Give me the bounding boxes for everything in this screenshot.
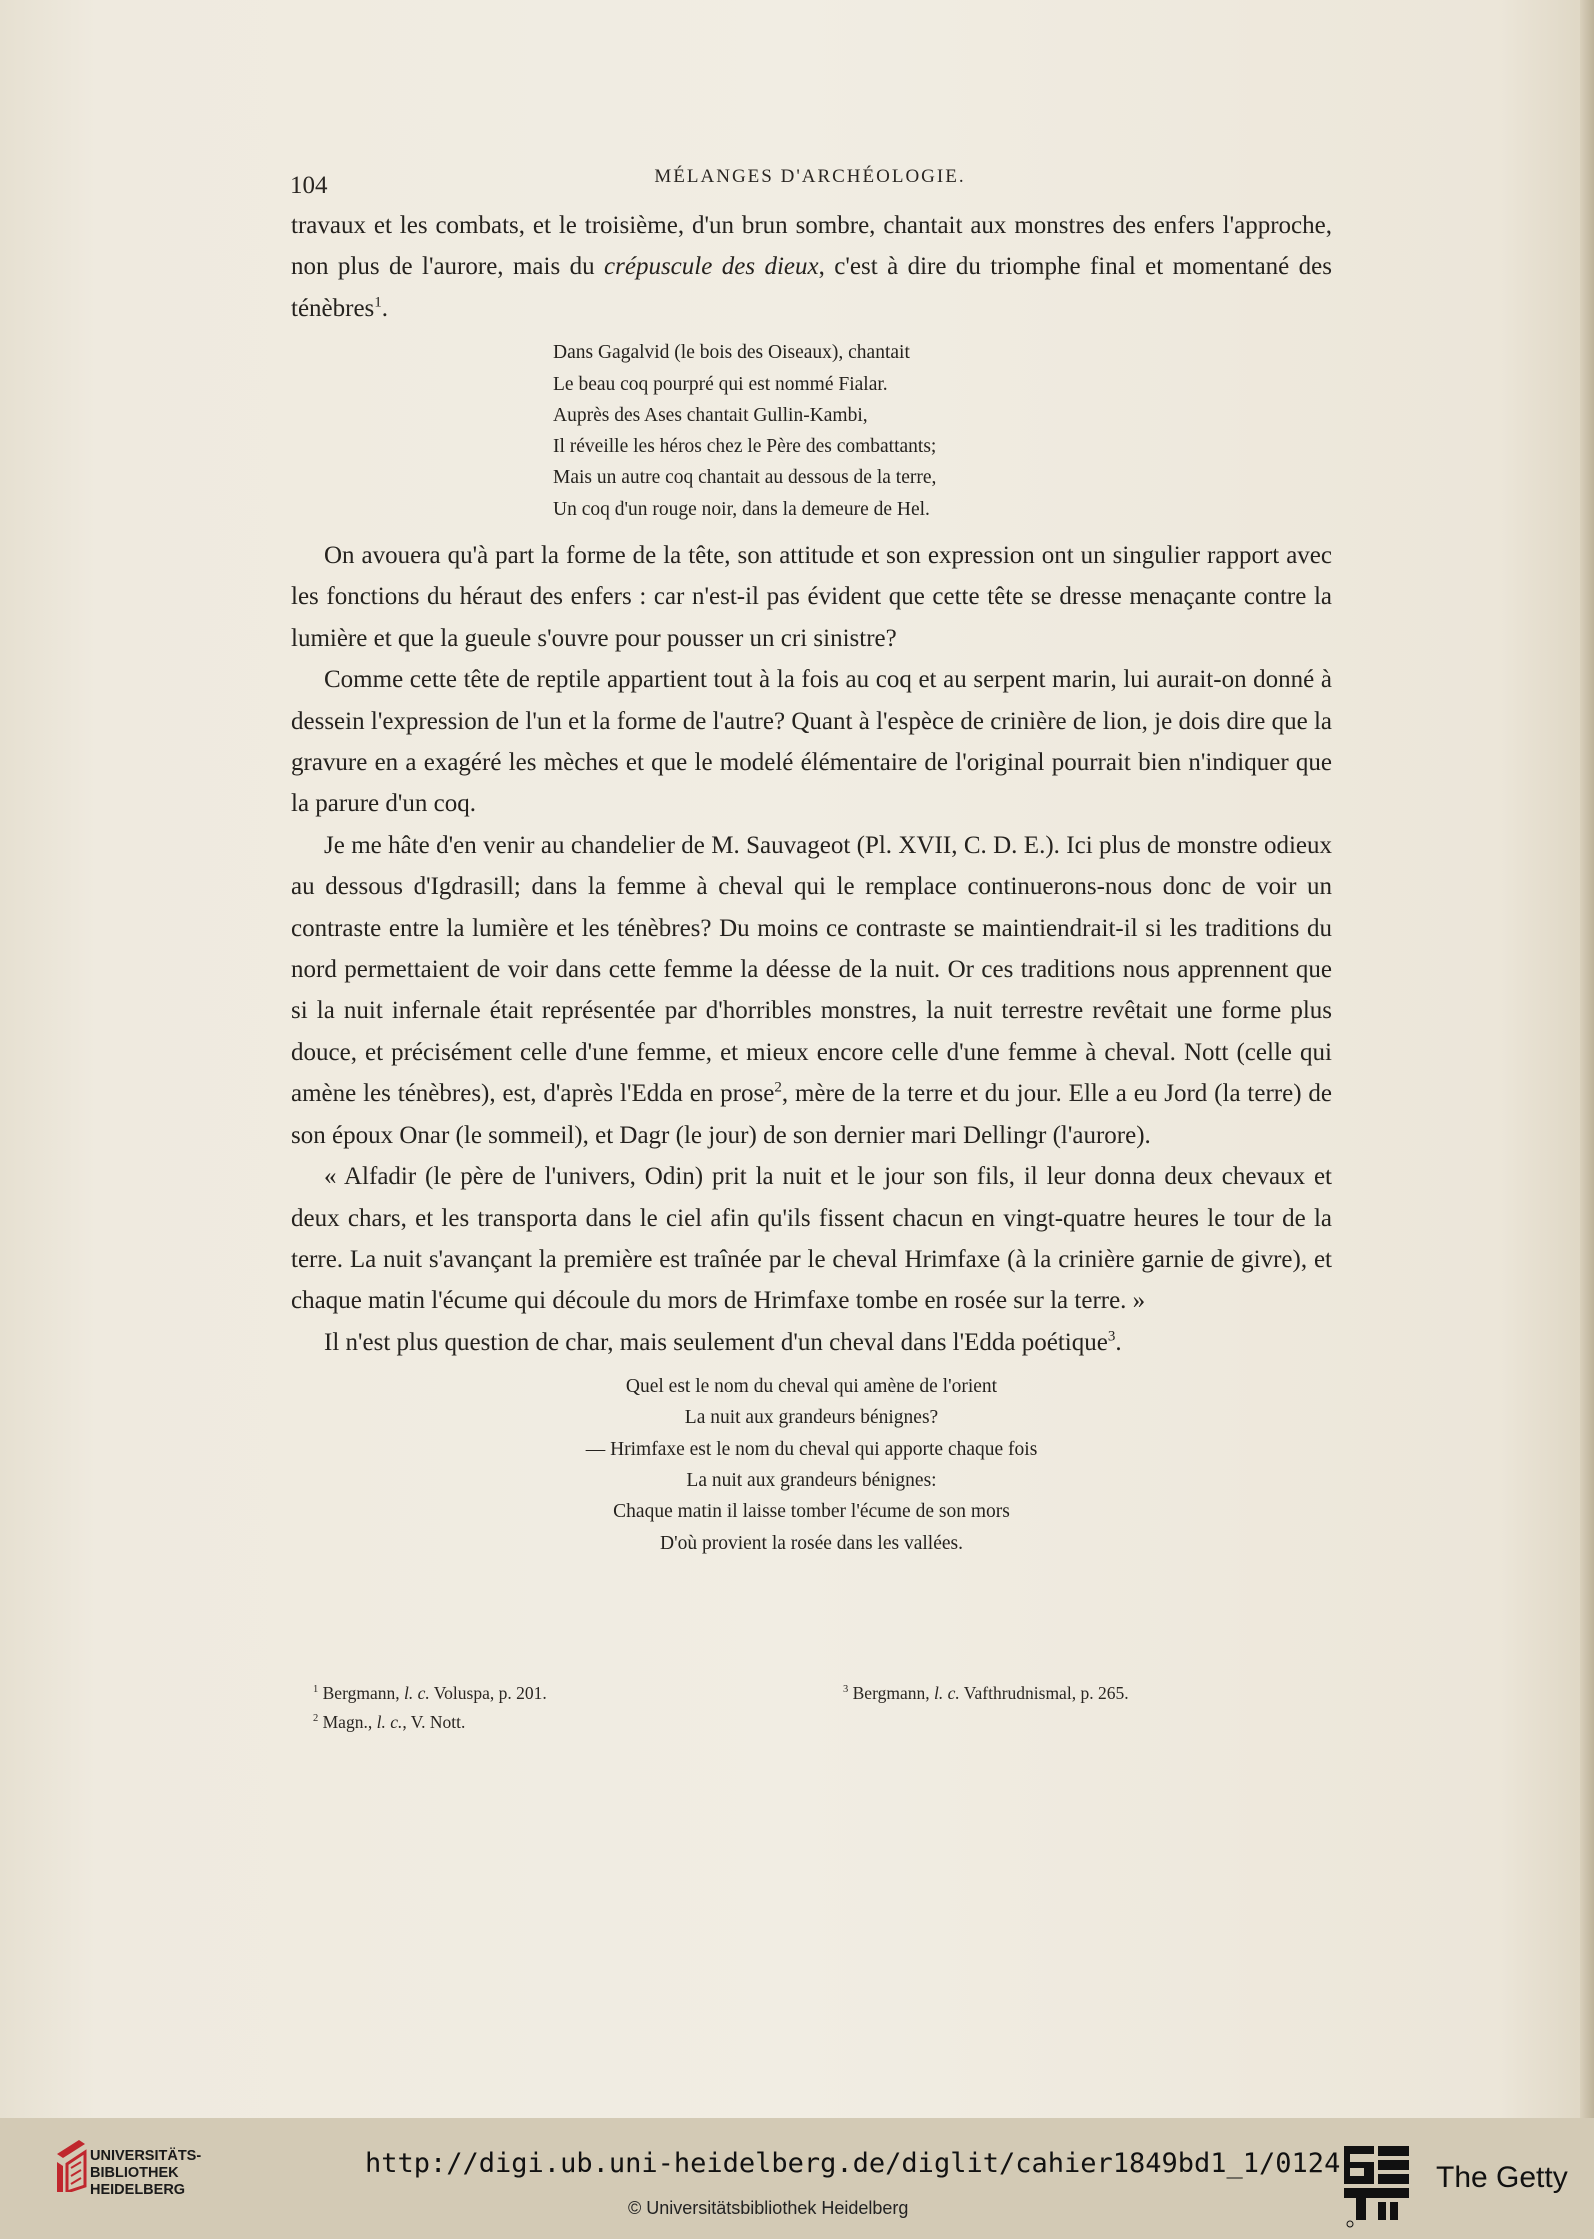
text-column bbox=[291, 205, 1332, 1563]
page-number: 104 bbox=[290, 172, 328, 199]
verse-line: D'où provient la rosée dans les vallées. bbox=[660, 1532, 963, 1554]
footnote-2 bbox=[313, 1708, 465, 1737]
paragraph-1 bbox=[291, 205, 1332, 329]
footnote-text: , V. Nott. bbox=[402, 1712, 466, 1732]
footnote-mark: 1 bbox=[313, 1684, 319, 1696]
footnote-text: Magn., bbox=[318, 1712, 377, 1732]
footnote-3 bbox=[843, 1679, 1129, 1708]
footnote-emphasis: l. c. bbox=[933, 1683, 960, 1703]
library-name-line: UNIVERSITÄTS- bbox=[90, 2148, 202, 2164]
footnote-text: Bergmann, bbox=[848, 1683, 934, 1703]
footnote-emphasis: l. c. bbox=[403, 1683, 430, 1703]
paragraph-6 bbox=[291, 1322, 1332, 1363]
verse-line: La nuit aux grandeurs bénignes? bbox=[684, 1407, 939, 1429]
paragraph-2: On avouera qu'à part la forme de la tête, son attitude et son expression ont un singulier rapport avec les fonctions du héraut des enfers : car n'est-il pas évident que cette tête se dresse menaçante contre la lumière et que la gueule s'ouvre pour pousser un cri sinistre? bbox=[291, 542, 1332, 652]
verse-block-1 bbox=[291, 329, 1332, 535]
footnote-1 bbox=[313, 1679, 547, 1708]
footnote-ref-3: 3 bbox=[1107, 1328, 1116, 1345]
verse-line: — Hrimfaxe est le nom du cheval qui apporte chaque fois bbox=[585, 1438, 1038, 1460]
paragraph-1-text: travaux et les combats, et le troisième, d'un brun sombre, chantait aux monstres des enfers l'approche, non plus de l'aurore, mais du bbox=[291, 212, 1332, 281]
paragraph-4 bbox=[291, 825, 1332, 1156]
library-name-line: HEIDELBERG bbox=[90, 2182, 186, 2198]
verse-block-2 bbox=[291, 1363, 1332, 1563]
partner-name[interactable]: The Getty bbox=[1436, 2161, 1568, 2194]
page-edge bbox=[1580, 0, 1594, 2118]
verse-line: Chaque matin il laisse tomber l'écume de son mors bbox=[613, 1501, 1010, 1523]
verse-line: La nuit aux grandeurs bénignes: bbox=[686, 1470, 937, 1492]
paragraph-3: Comme cette tête de reptile appartient tout à la fois au coq et au serpent marin, lui aurait-on donné à dessein l'expression de l'un et la forme de l'autre? Quant à l'espèce de crinière de lion, je dois dire que la gravure en a exagéré les mèches et que le modelé élémentaire de l'original pourrait bien n'indiquer que la parure d'un coq. bbox=[291, 666, 1332, 818]
paragraph-5: « Alfadir (le père de l'univers, Odin) prit la nuit et le jour son fils, il leur donna deux chevaux et deux chars, et les transporta dans le ciel afin qu'ils fissent chacun en vingt-quatre heures le tour de la terre. La nuit s'avançant la première est traînée par le cheval Hrimfaxe (à la crinière garnie de givre), et chaque matin l'écume qui découle du mors de Hrimfaxe tombe en rosée sur la terre. » bbox=[291, 1163, 1332, 1315]
paragraph-1-text-cont: , c'est à dire du triomphe final et momentané des ténèbres bbox=[291, 253, 1333, 322]
emphasis: crépuscule des dieux bbox=[604, 253, 819, 281]
footnote-mark: 3 bbox=[843, 1684, 849, 1696]
footnote-ref-2: 2 bbox=[774, 1079, 782, 1096]
verse-line: Il réveille les héros chez le Père des combattants; bbox=[553, 436, 937, 458]
viewer-footer bbox=[0, 2118, 1594, 2239]
footnote-text: Voluspa, p. 201. bbox=[429, 1683, 547, 1703]
getty-logo-icon[interactable] bbox=[1344, 2146, 1409, 2228]
footnote-emphasis: l. c. bbox=[376, 1712, 403, 1732]
verse-line: Dans Gagalvid (le bois des Oiseaux), chantait bbox=[553, 342, 910, 364]
footnote-text: Vafthrudnismal, p. 265. bbox=[959, 1683, 1129, 1703]
library-name[interactable] bbox=[90, 2148, 201, 2199]
paragraph-6-end: . bbox=[1115, 1328, 1122, 1356]
verse-line: Un coq d'un rouge noir, dans la demeure de Hel. bbox=[553, 498, 930, 520]
permalink-url[interactable]: http://digi.ub.uni-heidelberg.de/diglit/cahier1849bd1_1/0124 bbox=[365, 2148, 1341, 2179]
verse-line: Auprès des Ases chantait Gullin-Kambi, bbox=[553, 404, 868, 426]
verse-line: Quel est le nom du cheval qui amène de l'orient bbox=[625, 1376, 998, 1398]
paragraph-4-text-cont: , mère de la terre et du jour. Elle a eu Jord (la terre) de son époux Onar (le sommeil), et Dagr (le jour) de son dernier mari Dellingr (l'aurore). bbox=[291, 1080, 1332, 1149]
library-name-line: BIBLIOTHEK bbox=[90, 2165, 179, 2181]
copyright-notice: © Universitätsbibliothek Heidelberg bbox=[628, 2198, 909, 2218]
footnote-mark: 2 bbox=[313, 1713, 319, 1725]
footnote-ref-1: 1 bbox=[374, 294, 382, 311]
verse-line: Le beau coq pourpré qui est nommé Fialar. bbox=[553, 373, 888, 395]
verse-line: Mais un autre coq chantait au dessous de la terre, bbox=[553, 467, 937, 489]
paragraph-4-text: Je me hâte d'en venir au chandelier de M. Sauvageot (Pl. XVII, C. D. E.). Ici plus de monstre odieux au dessous d'Igdrasill; dans la femme à cheval qui le remplace continuerons-nous donc de voir un contraste entre la lumière et les ténèbres? Du moins ce contraste se maintiendrait-il si les traditions du nord permettaient de voir dans cette femme la déesse de la nuit. Or ces traditions nous apprennent que si la nuit infernale était représentée par d'horribles monstres, la nuit terrestre revêtait une forme plus douce, et précisément celle d'une femme, et mieux encore celle d'une femme à cheval. Nott (celle qui amène les ténèbres), est, d'après l'Edda en prose bbox=[291, 831, 1332, 1108]
ub-heidelberg-logo-icon[interactable] bbox=[55, 2138, 87, 2192]
paragraph-1-end: . bbox=[381, 294, 389, 322]
footnote-text: Bergmann, bbox=[318, 1683, 404, 1703]
paragraph-6-text: Il n'est plus question de char, mais seulement d'un cheval dans l'Edda poétique bbox=[324, 1328, 1108, 1356]
running-head: MÉLANGES D'ARCHÉOLOGIE. bbox=[654, 166, 966, 187]
